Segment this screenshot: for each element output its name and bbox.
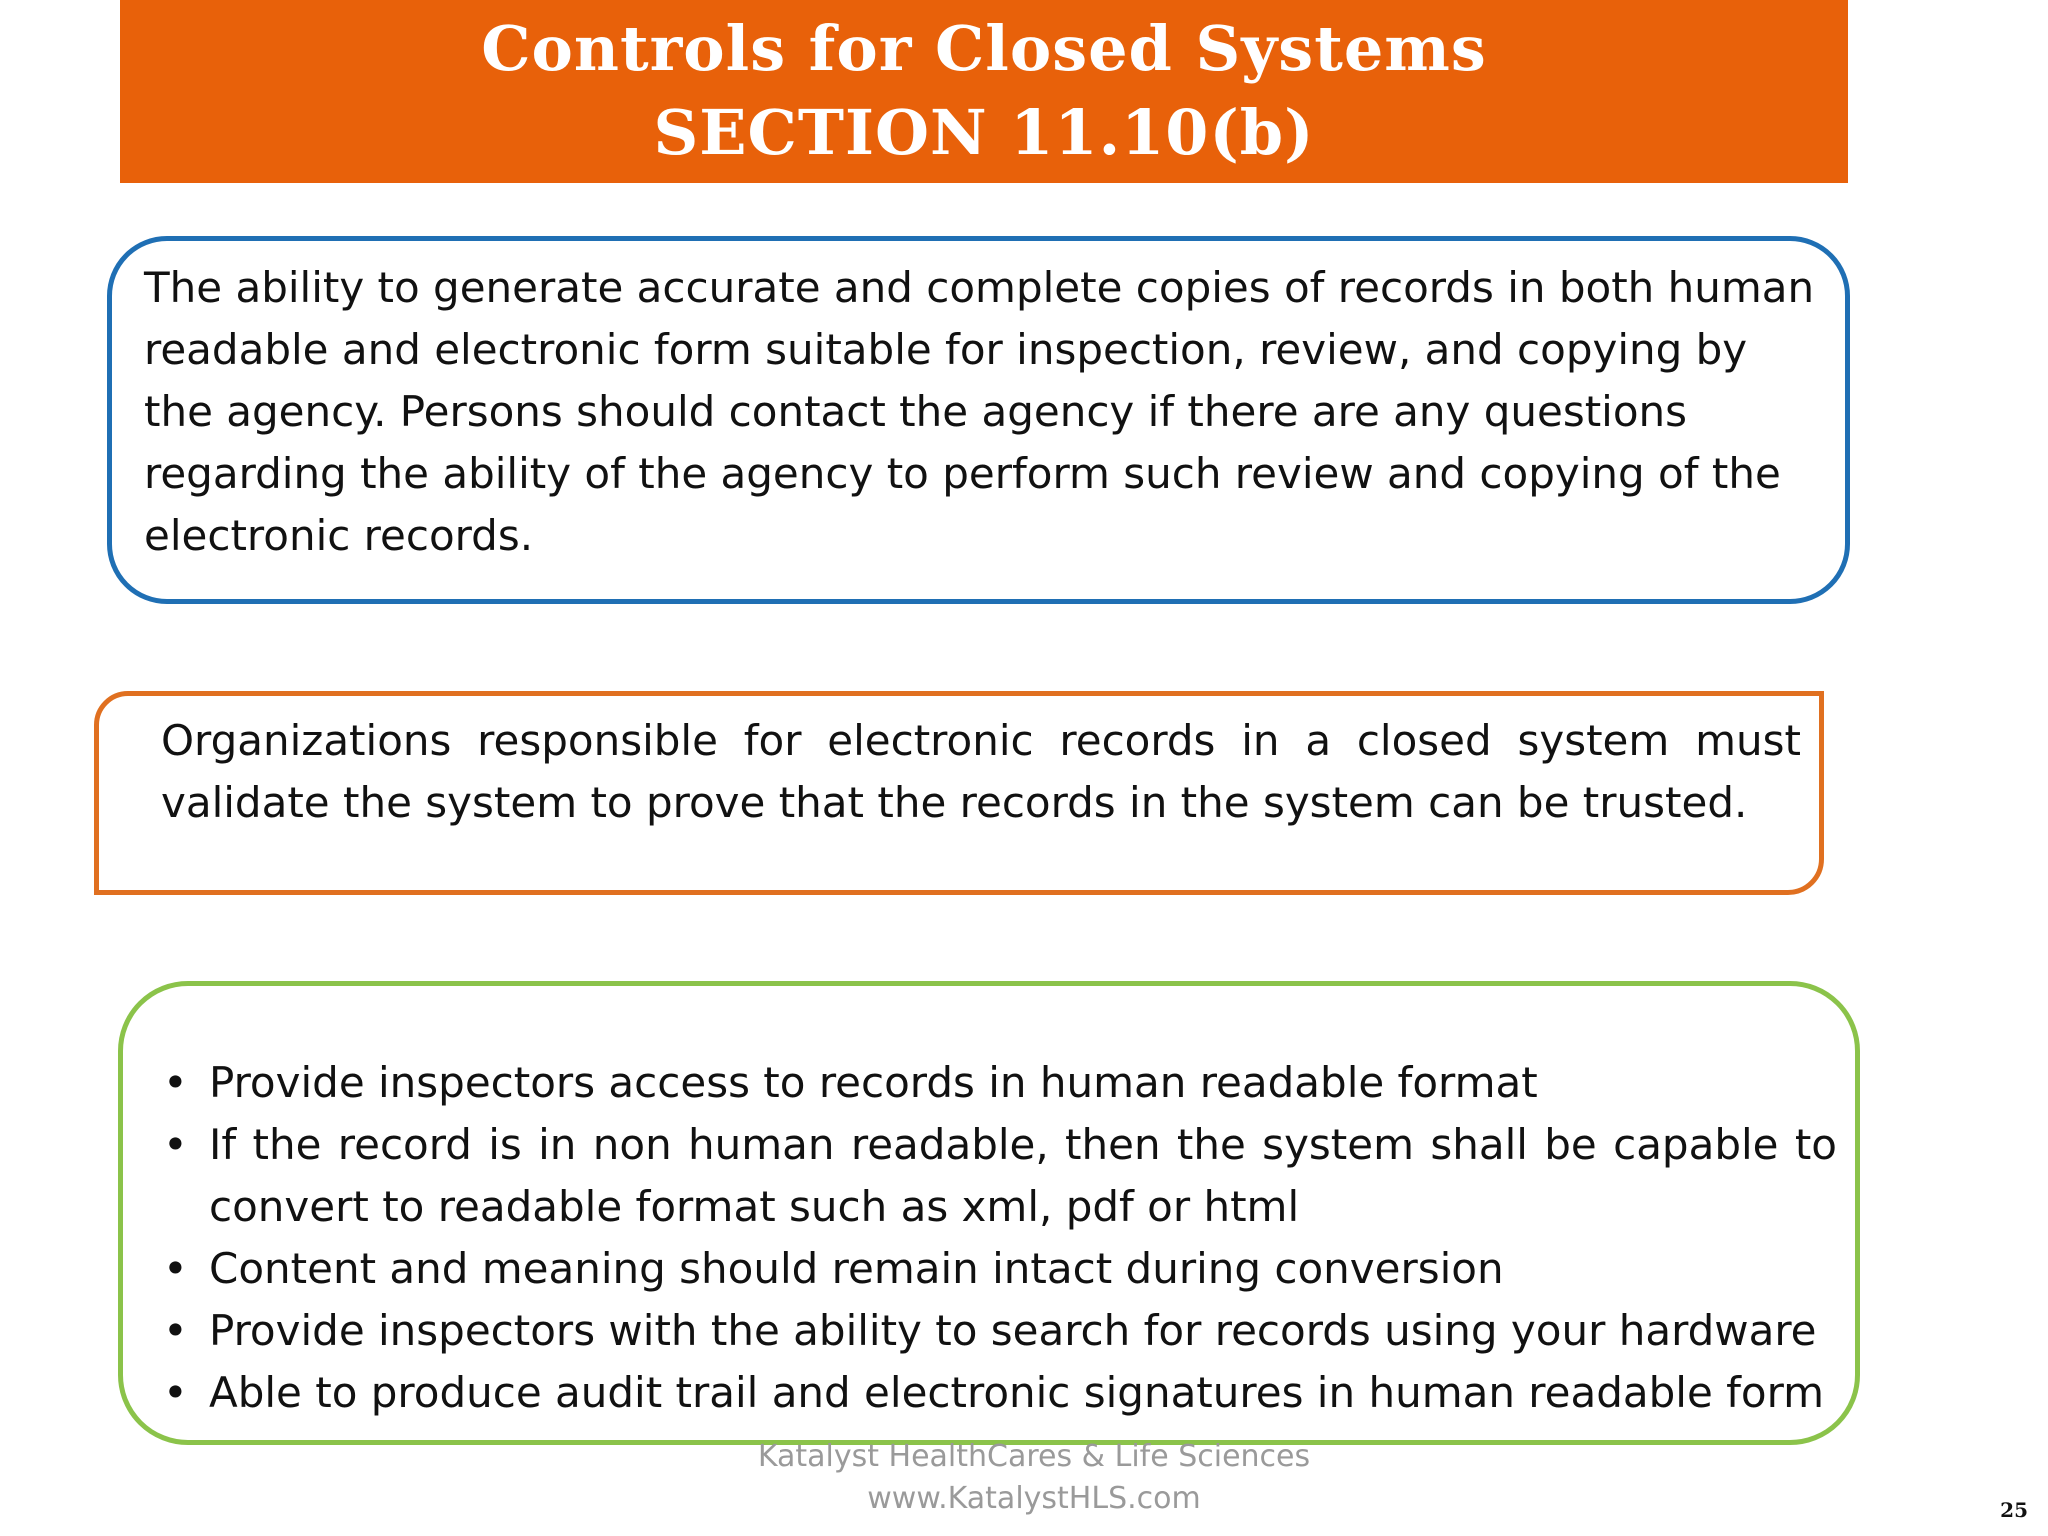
list-item-text: If the record is in non human readable, then the system shall be capable to convert to readable format such as xml, pdf or html [209,1120,1837,1231]
validation-text: Organizations responsible for electronic records in a closed system must validate the system to prove that the records in the system can be trusted. [161,716,1801,827]
bullet-icon: • [163,1306,188,1355]
section-subtitle: SECTION 11.10(b) [653,96,1315,169]
list-item [145,1300,1837,1362]
list-item [145,1362,1837,1424]
validation-box [94,691,1824,895]
page-number: 25 [2000,1498,2028,1522]
title-banner [120,0,1848,183]
list-item-text: Provide inspectors access to records in human readable format [209,1058,1538,1107]
requirements-box [118,981,1860,1445]
list-item-text: Provide inspectors with the ability to search for records using your hardware [209,1306,1817,1355]
list-item-text: Content and meaning should remain intact during conversion [209,1244,1504,1293]
footer-company: Katalyst HealthCares & Life Sciences [757,1439,1311,1474]
bullet-icon: • [163,1120,188,1169]
bullet-icon: • [163,1368,188,1417]
list-item-text: Able to produce audit trail and electronic signatures in human readable form [209,1368,1825,1417]
bullet-icon: • [163,1244,188,1293]
footer-website: www.KatalystHLS.com [867,1481,1201,1516]
definition-box [107,236,1850,604]
list-item [145,1238,1837,1300]
list-item [145,1114,1837,1238]
bullet-icon: • [163,1058,188,1107]
slide-title: Controls for Closed Systems [481,12,1487,85]
list-item [145,1052,1837,1114]
requirements-list [145,1052,1837,1424]
definition-text: The ability to generate accurate and complete copies of records in both human readable and electronic form suitable for inspection, review, and copying by the agency. Persons should contact the agency if there are any questions regarding the ability of the agency to perform such review and copying of the electronic records. [144,263,1815,560]
